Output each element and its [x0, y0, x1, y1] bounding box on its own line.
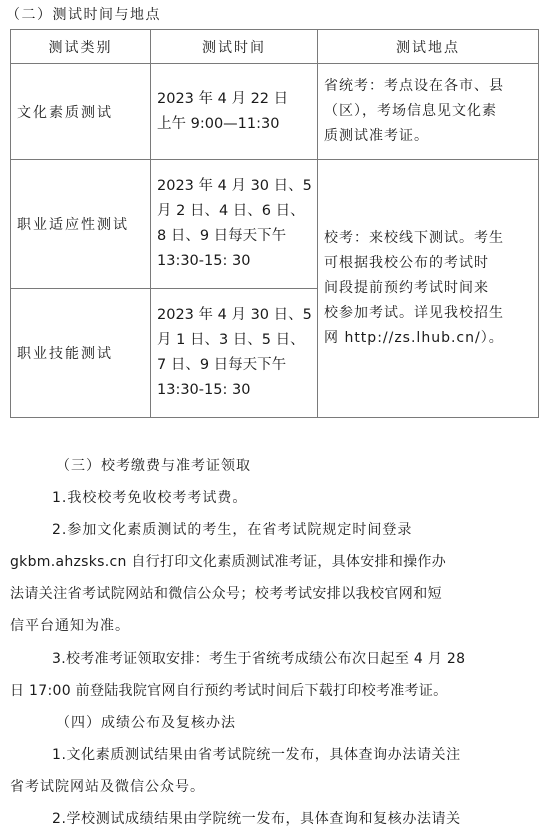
- paragraph-line: 2.参加文化素质测试的考生，在省考试院规定时间登录: [52, 522, 413, 538]
- location-line: 省统考：考点设在各市、县: [324, 78, 504, 94]
- category-cell: 文化素质测试: [11, 64, 151, 160]
- location-line: 校参加考试。详见我校招生: [324, 305, 504, 321]
- section-3-title: （三）校考缴费与准考证领取: [56, 458, 251, 474]
- category-cell: 职业技能测试: [11, 289, 151, 418]
- paragraph-line: 法请关注省考试院网站和微信公众号；校考考试安排以我校官网和短: [10, 586, 442, 602]
- time-line: 月 2 日、4 日、6 日、: [157, 203, 305, 219]
- location-line: 校考：来校线下测试。考生: [324, 230, 504, 246]
- location-line: （区），考场信息见文化素: [324, 103, 497, 119]
- merged-location-cell: [318, 160, 539, 418]
- location-cell: [318, 64, 539, 160]
- time-cell: [151, 64, 318, 160]
- location-line: 网 http://zs.lhub.cn/）。: [324, 330, 504, 346]
- section-4-title: （四）成绩公布及复核办法: [56, 715, 236, 731]
- paragraph-line: gkbm.ahzsks.cn 自行打印文化素质测试准考证，具体安排和操作办: [10, 554, 447, 570]
- time-line: 13:30-15: 30: [157, 253, 251, 269]
- header-time: 测试时间: [151, 30, 318, 64]
- location-line: 间段提前预约考试时间来: [324, 280, 489, 296]
- location-line: 质测试准考证。: [324, 128, 429, 144]
- time-line: 上午 9:00—11:30: [157, 115, 280, 132]
- table-row: [11, 160, 539, 289]
- table-header-row: [11, 30, 539, 64]
- paragraph-line: 省考试院网站及微信公众号。: [10, 779, 205, 795]
- paragraph-line: 2.学校测试成绩结果由学院统一发布，具体查询和复核办法请关: [52, 811, 461, 827]
- table-row: [11, 64, 539, 160]
- paragraph-line: 1.我校校考免收校考考试费。: [52, 490, 248, 506]
- time-cell: [151, 289, 318, 418]
- time-line: 7 日、9 日每天下午: [157, 357, 287, 373]
- time-cell: [151, 160, 318, 289]
- time-line: 月 1 日、3 日、5 日、: [157, 332, 305, 348]
- time-line: 2023 年 4 月 22 日: [157, 90, 289, 107]
- header-location: 测试地点: [318, 30, 539, 64]
- paragraph-line: 1.文化素质测试结果由省考试院统一发布，具体查询办法请关注: [52, 747, 461, 763]
- time-line: 2023 年 4 月 30 日、5: [157, 178, 312, 194]
- location-line: 可根据我校公布的考试时: [324, 255, 489, 271]
- paragraph-line: 3.校考准考证领取安排：考生于省统考成绩公布次日起至 4 月 28: [52, 651, 466, 667]
- header-category: 测试类别: [11, 30, 151, 64]
- paragraph-line: 日 17:00 前登陆我院官网自行预约考试时间后下载打印校考准考证。: [10, 683, 448, 699]
- time-line: 8 日、9 日每天下午: [157, 228, 287, 244]
- paragraph-line: 信平台通知为准。: [10, 618, 130, 634]
- time-line: 13:30-15: 30: [157, 382, 251, 398]
- time-line: 2023 年 4 月 30 日、5: [157, 307, 312, 323]
- schedule-table: [10, 29, 539, 418]
- category-cell: 职业适应性测试: [11, 160, 151, 289]
- section-2-title: （二）测试时间与地点: [6, 7, 161, 23]
